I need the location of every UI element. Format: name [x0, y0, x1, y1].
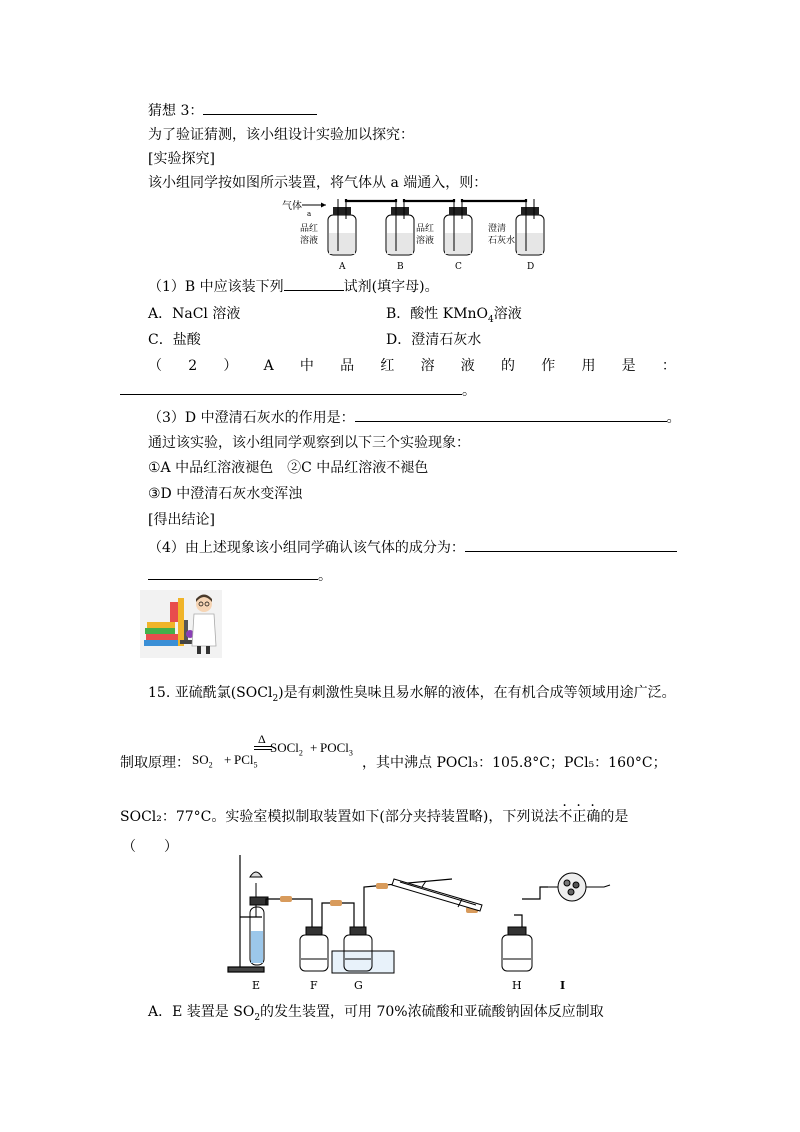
reactant-so2 — [192, 752, 213, 770]
condenser — [392, 879, 482, 911]
question-2 — [148, 357, 676, 375]
option-b-subscript: 4 — [488, 314, 494, 325]
q2-char: 溶 — [420, 358, 435, 374]
q3-period: 。 — [666, 410, 681, 426]
product-socl2 — [270, 740, 303, 758]
principle-label: 制取原理： — [120, 755, 190, 771]
emphasis-char-3: 确 — [586, 809, 601, 825]
section-experiment: [实验探究] — [148, 151, 215, 167]
q15-text: 15. 亚硫酰氯(SOCl — [148, 685, 273, 701]
option-b — [386, 305, 522, 329]
bottle-label-a: A — [339, 262, 346, 272]
option-c: C．盐酸 — [148, 332, 201, 348]
product1-sub: 2 — [298, 748, 303, 758]
q3-blank[interactable] — [355, 407, 667, 422]
scientist-cartoon-image — [140, 590, 222, 658]
q2-char: A — [263, 358, 274, 374]
product2-sub: 3 — [348, 748, 353, 758]
apparatus-label-f: F — [310, 979, 318, 992]
connector-tube — [346, 199, 396, 201]
q2-char: 液 — [460, 358, 475, 374]
question-4 — [148, 537, 677, 557]
reactant2-text: PCl — [234, 752, 254, 767]
bottle-c-reagent-line2: 溶液 — [416, 236, 435, 246]
reaction-equation — [192, 732, 362, 772]
heat-symbol: Δ — [258, 732, 266, 746]
arrow-head — [321, 203, 326, 208]
socl2-apparatus — [222, 855, 612, 995]
option-a: A．NaCl 溶液 — [148, 306, 241, 322]
question-3 — [148, 407, 681, 427]
bottle-label-d: D — [527, 262, 535, 272]
observation-1-2: ①A 中品红溶液褪色 ②C 中品红溶液不褪色 — [148, 460, 429, 476]
q2-char: 2 — [188, 358, 198, 374]
intro-text: 为了验证猜测，该小组设计实验加以探究： — [148, 127, 414, 143]
bottle-a-reagent-line2: 溶液 — [300, 236, 319, 246]
connector-tube — [462, 199, 526, 201]
bp2-tail: 的是 — [600, 809, 629, 825]
q2-char: （ — [148, 358, 162, 374]
reactant1-sub: 2 — [208, 760, 213, 770]
wash-bottle-c — [444, 199, 472, 255]
option-b-tail: 溶液 — [493, 306, 522, 322]
bottle-c-reagent-line1: 品红 — [416, 224, 435, 234]
drying-tube-i — [548, 873, 610, 901]
reactant1-text: SO — [192, 752, 209, 767]
guess-3-label: 猜想 3： — [148, 103, 204, 119]
option-a-statement — [148, 1003, 604, 1027]
connector-tube — [404, 199, 454, 201]
answer-bracket[interactable]: （ ） — [122, 839, 178, 855]
inlet-a-label: a — [307, 210, 312, 218]
apparatus-label-e: E — [252, 979, 261, 992]
q2-period: 。 — [462, 383, 476, 399]
emphasis-char-1: 不 — [558, 809, 573, 825]
product1-text: SOCl — [270, 740, 299, 755]
wash-bottle-d — [516, 199, 544, 255]
q4-blank-2[interactable] — [148, 565, 318, 580]
bottle-d-reagent-line2: 石灰水 — [488, 236, 516, 246]
q4-answer-line — [148, 565, 332, 585]
q2-char: 红 — [380, 358, 395, 374]
option-b-text: B．酸性 KMnO — [386, 306, 489, 322]
plus-1: + — [224, 752, 232, 767]
question-1 — [148, 276, 439, 296]
question-15 — [148, 684, 676, 708]
apparatus-label-i: I — [560, 979, 566, 992]
setup-text: 该小组同学按如图所示装置，将气体从 a 端通入，则： — [148, 175, 488, 191]
q2-char: 的 — [501, 358, 516, 374]
observation-3: ③D 中澄清石灰水变浑浊 — [148, 486, 303, 502]
q2-blank[interactable] — [120, 380, 462, 395]
q1-tail: 试剂(填字母)。 — [343, 279, 439, 295]
q2-char: 是 — [621, 358, 636, 374]
q2-char: ） — [223, 358, 238, 374]
q2-char: 用 — [581, 358, 596, 374]
collection-flask-g — [332, 927, 394, 973]
guess-3-line — [148, 100, 317, 120]
section-conclusion: [得出结论] — [148, 512, 215, 528]
emphasis-char-2: 正 — [572, 809, 587, 825]
product-pocl3 — [320, 740, 353, 758]
boiling-points-1: ，其中沸点 POCl₃：105.8°C；PCl₅：160°C； — [362, 755, 667, 771]
q2-char: 作 — [541, 358, 556, 374]
observation-intro: 通过该实验，该小组同学观察到以下三个实验现象： — [148, 435, 470, 451]
q4-period: 。 — [318, 568, 332, 584]
bottle-label-b: B — [397, 262, 404, 272]
gas-label: 气体 — [282, 201, 302, 212]
bottle-d-reagent-line1: 澄清 — [488, 224, 507, 234]
q2-answer-line — [120, 380, 476, 400]
bp2-text: SOCl₂：77°C。实验室模拟制取装置如下(部分夹持装置略)，下列说法 — [120, 809, 559, 825]
q15-tail: )是有刺激性臭味且易水解的液体，在有机合成等领域用途广泛。 — [278, 685, 676, 701]
bottle-label-c: C — [455, 262, 462, 272]
apparatus-label-h: H — [512, 979, 522, 992]
reactant2-sub: 5 — [253, 760, 258, 770]
q4-text: （4）由上述现象该小组同学确认该气体的成分为： — [148, 540, 465, 556]
option-d: D．澄清石灰水 — [386, 332, 482, 348]
wash-bottle-apparatus — [280, 195, 560, 275]
option-a-subscript: 2 — [254, 1012, 261, 1023]
guess-3-blank[interactable] — [203, 100, 317, 115]
option-a-tail: 的发生装置，可用 70%浓硫酸和亚硫酸钠固体反应制取 — [260, 1004, 604, 1020]
q1-blank[interactable] — [284, 276, 344, 291]
apparatus-label-g: G — [354, 979, 363, 992]
q3-text: （3）D 中澄清石灰水的作用是： — [148, 410, 355, 426]
option-a-text: A．E 装置是 SO — [148, 1004, 255, 1020]
q2-char: 中 — [299, 358, 314, 374]
apparatus-e-flask — [250, 872, 268, 965]
wash-bottle-a — [328, 199, 356, 255]
bottle-a-reagent-line1: 品红 — [300, 224, 319, 234]
q15-subscript: 2 — [272, 693, 279, 704]
q2-char: ： — [661, 358, 676, 374]
product2-text: POCl — [320, 740, 349, 755]
boiling-points-2 — [120, 808, 628, 826]
reactant-pcl5 — [234, 752, 258, 770]
q4-blank-1[interactable] — [465, 537, 677, 552]
q1-text: （1）B 中应该装下列 — [148, 279, 284, 295]
wash-bottle-b — [386, 199, 414, 255]
plus-2: + — [310, 740, 318, 755]
q2-char: 品 — [340, 358, 355, 374]
wash-bottle-f — [300, 927, 328, 971]
receiver-flask-h — [502, 927, 532, 971]
